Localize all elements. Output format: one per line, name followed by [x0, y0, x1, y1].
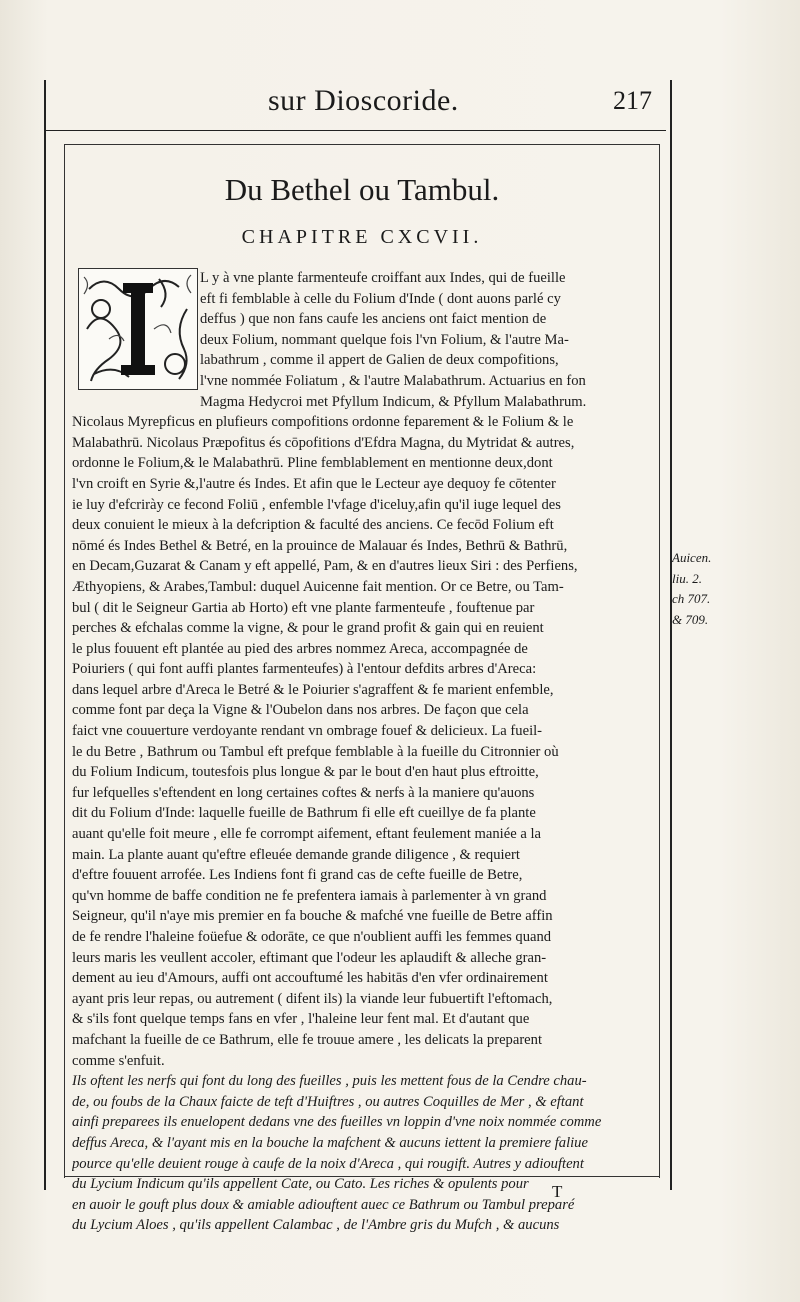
body-line: main. La plante auant qu'eftre efleuée demande grande diligence , & requiert — [72, 846, 520, 863]
body-line: l'vn croift en Syrie &,l'autre és Indes. Et afin que le Lecteur aye dequoy fe cōtenter — [72, 475, 556, 492]
body-line: qu'vn homme de baffe condition ne fe prefentera iamais à parlementer à vn grand — [72, 887, 547, 904]
body-line: dit du Folium d'Inde: laquelle fueille de Bathrum fi elle eft cueillye de fa plante — [72, 805, 536, 822]
body-line: de fe rendre l'haleine foüefue & odorāte, ce que n'oublient auffi les femmes quand — [72, 929, 552, 945]
body-line: le du Betre , Bathrum ou Tambul eft prefque femblable à la fueille du Citronnier où — [72, 743, 559, 760]
body-line: mafchant la fueille de ce Bathrum, elle fe trouue amere , les delicats la preparent — [72, 1031, 543, 1048]
body-line: bul ( dit le Seigneur Gartia ab Horto) eft vne plante farmenteufe , fouftenue par — [72, 599, 535, 616]
body-line: le plus fouuent eft plantée au pied des arbres nommez Areca, accompagnée de — [72, 640, 528, 657]
body-line: & s'ils font quelque temps fans en vfer , l'haleine leur fent mal. Et d'autant que — [72, 1011, 530, 1028]
ornamental-dropcap — [78, 268, 198, 390]
catchword: T — [552, 1182, 563, 1201]
header-rule — [46, 130, 666, 131]
body-line: deux Folium, nommant quelque fois l'vn Folium, & l'autre Ma- — [200, 331, 569, 348]
margin-note-line: & 709. — [672, 611, 709, 627]
ornamental-letter-image — [79, 269, 197, 389]
body-line: dans lequel arbre d'Areca le Betré & le Poiurier s'agraffent & fe marient enfemble, — [72, 681, 554, 698]
chapter-number: CHAPITRE CXCVII. — [241, 226, 483, 248]
margin-note-line: ch 707. — [672, 591, 711, 606]
body-line: ie luy d'efcrirày ce fecond Foliū , enfemble l'vfage d'iceluy,afin qu'il iuge lequel des — [72, 496, 561, 513]
body-line: nōmé és Indes Bethel & Betré, en la prouince de Malauar és Indes, Bethrū & Bathrū, — [72, 537, 568, 554]
italic-body-line: Ils oftent les nerfs qui font du long des fueilles , puis les mettent fous de la Cendre chau- — [72, 1073, 587, 1090]
body-line: Malabathrū. Nicolaus Præpofitus és cōpofitions d'Efdra Magna, du Mytridat & autres, — [72, 434, 575, 451]
body-line: perches & efchalas comme la vigne, & pour le grand profit & gain qui en reuient — [72, 620, 544, 637]
body-line: labathrum , comme il appert de Galien de deux compofitions, — [200, 352, 559, 369]
margin-note-line: liu. 2. — [672, 570, 702, 586]
italic-body-line: ainfi preparees ils enuelopent dedans vne des fueilles vn loppin d'vne noix nommée comme — [72, 1114, 602, 1131]
body-line: auant qu'elle foit meure , elle fe corrompt aifement, eftant feulement maniée a la — [72, 826, 542, 843]
italic-body-line: du Lycium Aloes , qu'ils appellent Calambac , de l'Ambre gris du Mufch , & aucuns — [72, 1217, 560, 1234]
italic-body-line: de, ou foubs de la Chaux faicte de teft d'Huiftres , ou autres Coquilles de Mer , & eftant — [72, 1093, 584, 1110]
italic-body-line: pource qu'elle deuient rouge à caufe de la noix d'Areca , qui rougift. Autres y adiouftent — [72, 1155, 584, 1172]
body-line: ordonne le Folium,& le Malabathrū. Pline femblablement en mentionne deux,dont — [72, 455, 553, 472]
body-line: comme font par deça la Vigne & l'Oubelon dans nos arbres. De façon que cela — [72, 702, 529, 719]
margin-note — [672, 548, 752, 630]
body-line: faict vne couuerture verdoyante rendant vn ombrage fouef & delicieux. La fueil- — [72, 723, 543, 740]
body-line: du Folium Indicum, toutesfois plus longue & par le bout d'en haut plus eftroitte, — [72, 764, 539, 781]
body-line: deux conuient le mieux à la defcription & faculté des anciens. Ce fecōd Folium eft — [72, 517, 554, 534]
italic-body-line: deffus Areca, & l'ayant mis en la bouche la mafchent & aucuns iettent la premiere faliue — [72, 1134, 588, 1151]
page-number: 217 — [613, 86, 652, 115]
body-line: en Decam,Guzarat & Canam y eft appellé, Pam, & en d'autres lieux Siri : des Perfiens, — [72, 558, 578, 575]
body-line: Nicolaus Myrepficus en plufieurs compofitions ordonne feparement & le Folium & le — [72, 414, 574, 431]
margin-note-line: Auicen. — [672, 550, 712, 565]
body-line: eft fi femblable à celle du Folium d'Inde ( dont auons parlé cy — [200, 290, 561, 307]
body-line: deffus ) que non fans caufe les anciens ont faict mention de — [200, 311, 547, 328]
body-line: l'vne nommée Foliatum , & l'autre Malabathrum. Actuarius en fon — [200, 372, 586, 389]
chapter-title: Du Bethel ou Tambul. — [224, 172, 500, 207]
body-line: Magma Hedycroi met Pfyllum Indicum, & Pfyllum Malabathrum. — [200, 393, 587, 410]
body-line: d'eftre fouuent arrofée. Les Indiens font fi grand cas de cefte fueille de Betre, — [72, 867, 523, 884]
body-line: Poiuriers ( qui font auffi plantes farmenteufes) à l'entour defdits arbres d'Areca: — [72, 661, 537, 678]
body-line: dement au ieu d'Amours, auffi ont accouftumé les habitās d'en vfer ordinairement — [72, 970, 548, 987]
body-line: ayant pris leur repas, ou autrement ( difent ils) la viande leur fubuertift l'eftomach, — [72, 990, 553, 1007]
running-title: sur Dioscoride. — [268, 84, 459, 117]
body-line: Æthyopiens, & Arabes,Tambul: duquel Auicenne fait mention. Or ce Betre, ou Tam- — [72, 578, 564, 595]
body-line: L y à vne plante farmenteufe croiffant aux Indes, qui de fueille — [200, 270, 566, 286]
bottom-rule — [64, 1176, 660, 1177]
body-line: leurs maris les veullent accoler, eftimant que l'odeur les aplaudift & alleche gran- — [72, 949, 547, 966]
body-line: comme s'enfuit. — [72, 1052, 165, 1069]
body-line: fur lefquelles s'eftendent en long certaines coftes & nerfs à la maniere qu'auons — [72, 784, 535, 801]
italic-body-line: du Lycium Indicum qu'ils appellent Cate, ou Cato. Les riches & opulents pour — [72, 1176, 529, 1193]
body-text — [72, 268, 658, 1236]
running-head — [60, 84, 660, 128]
italic-body-line: en auoir le gouft plus doux & amiable adiouftent auec ce Bathrum ou Tambul preparé — [72, 1196, 575, 1213]
body-line: Seigneur, qu'il n'aye mis premier en fa bouche & mafché vne fueille de Betre affin — [72, 908, 553, 925]
